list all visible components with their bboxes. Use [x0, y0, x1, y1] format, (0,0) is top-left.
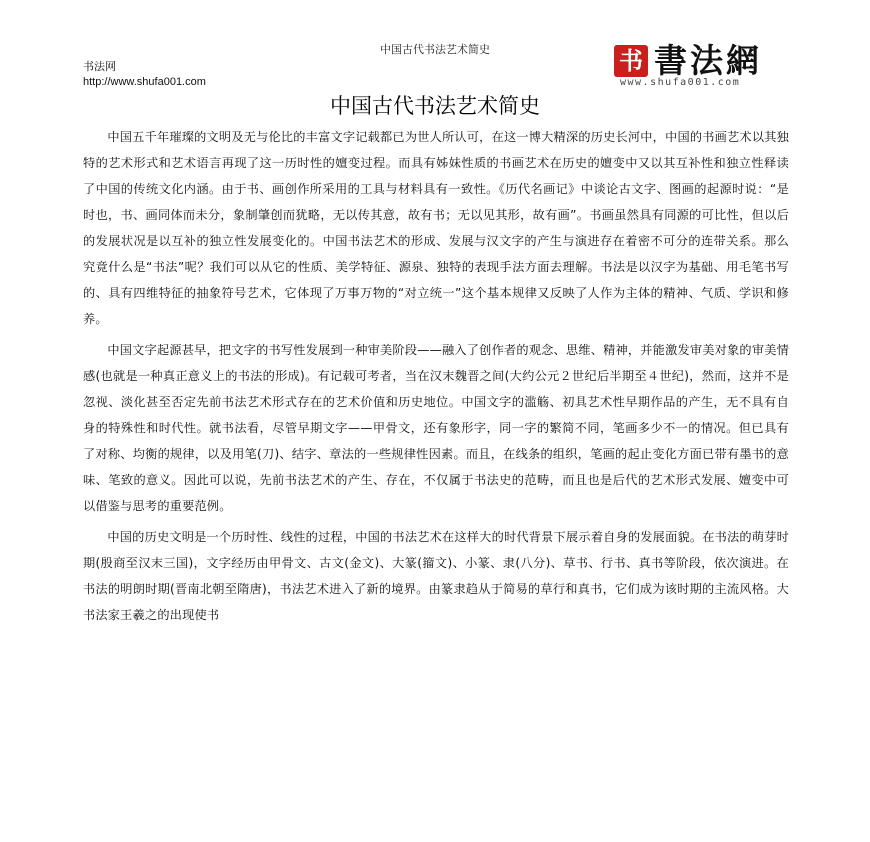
article-body [83, 124, 789, 633]
site-url: http://www.shufa001.com [83, 76, 206, 88]
site-logo [614, 43, 794, 91]
logo-text: 書法網 [654, 41, 762, 80]
page-title: 中国古代书法艺术简史 [330, 94, 540, 118]
running-header-title: 中国古代书法艺术简史 [380, 43, 490, 56]
site-name: 书法网 [83, 60, 116, 73]
paragraph-2: 中国文字起源甚早，把文字的书写性发展到一种审美阶段——融入了创作者的观念、思维、精神，并能激发审美对象的审美情感(也就是一种真正意义上的书法的形成)。有记载可考者，当在汉末魏晋之间(大约公元２世纪后半期至４世纪)，然而，这并不是忽视、淡化甚至否定先前书法艺术形式存在的艺术价值和历史地位。中国文字的滥觞、初具艺术性早期作品的产生，无不具有自身的特殊性和时代性。就书法看，尽管早期文字——甲骨文，还有象形字，同一字的繁简不同，笔画多少不一的情况。但已具有了对称、均衡的规律，以及用笔(刀)、结字、章法的一些规律性因素。而且，在线条的组织，笔画的起止变化方面已带有墨书的意味、笔致的意义。因此可以说，先前书法艺术的产生、存在，不仅属于书法史的范畴，而且也是后代的艺术形式发展、嬗变中可以借鉴与思考的重要范例。 [83, 343, 789, 513]
logo-seal-icon: 书 [614, 45, 648, 77]
paragraph-3: 中国的历史文明是一个历时性、线性的过程，中国的书法艺术在这样大的时代背景下展示着自身的发展面貌。在书法的萌芽时期(殷商至汉末三国)，文字经历由甲骨文、古文(金文)、大篆(籀文)、小篆、隶(八分)、草书、行书、真书等阶段，依次演进。在书法的明朗时期(晋南北朝至隋唐)，书法艺术进入了新的境界。由篆隶趋从于简易的草行和真书，它们成为该时期的主流风格。大书法家王羲之的出现使书 [83, 530, 789, 622]
logo-url: www.shufa001.com [620, 77, 741, 88]
paragraph-1: 中国五千年璀璨的文明及无与伦比的丰富文字记载都已为世人所认可，在这一博大精深的历史长河中，中国的书画艺术以其独特的艺术形式和艺术语言再现了这一历时性的嬗变过程。而具有姊妹性质的书画艺术在历史的嬗变中又以其互补性和独立性释读了中国的传统文化内涵。由于书、画创作所采用的工具与材料具有一致性。《历代名画记》中谈论古文字、图画的起源时说：“是时也，书、画同体而未分，象制肇创而犹略，无以传其意，故有书；无以见其形，故有画”。书画虽然具有同源的可比性，但以后的发展状况是以互补的独立性发展变化的。中国书法艺术的形成、发展与汉文字的产生与演进存在着密不可分的连带关系。那么究竟什么是“书法”呢？我们可以从它的性质、美学特征、源泉、独特的表现手法方面去理解。书法是以汉字为基础、用毛笔书写的、具有四维特征的抽象符号艺术，它体现了万事万物的“对立统一”这个基本规律又反映了人作为主体的精神、气质、学识和修养。 [83, 130, 789, 326]
